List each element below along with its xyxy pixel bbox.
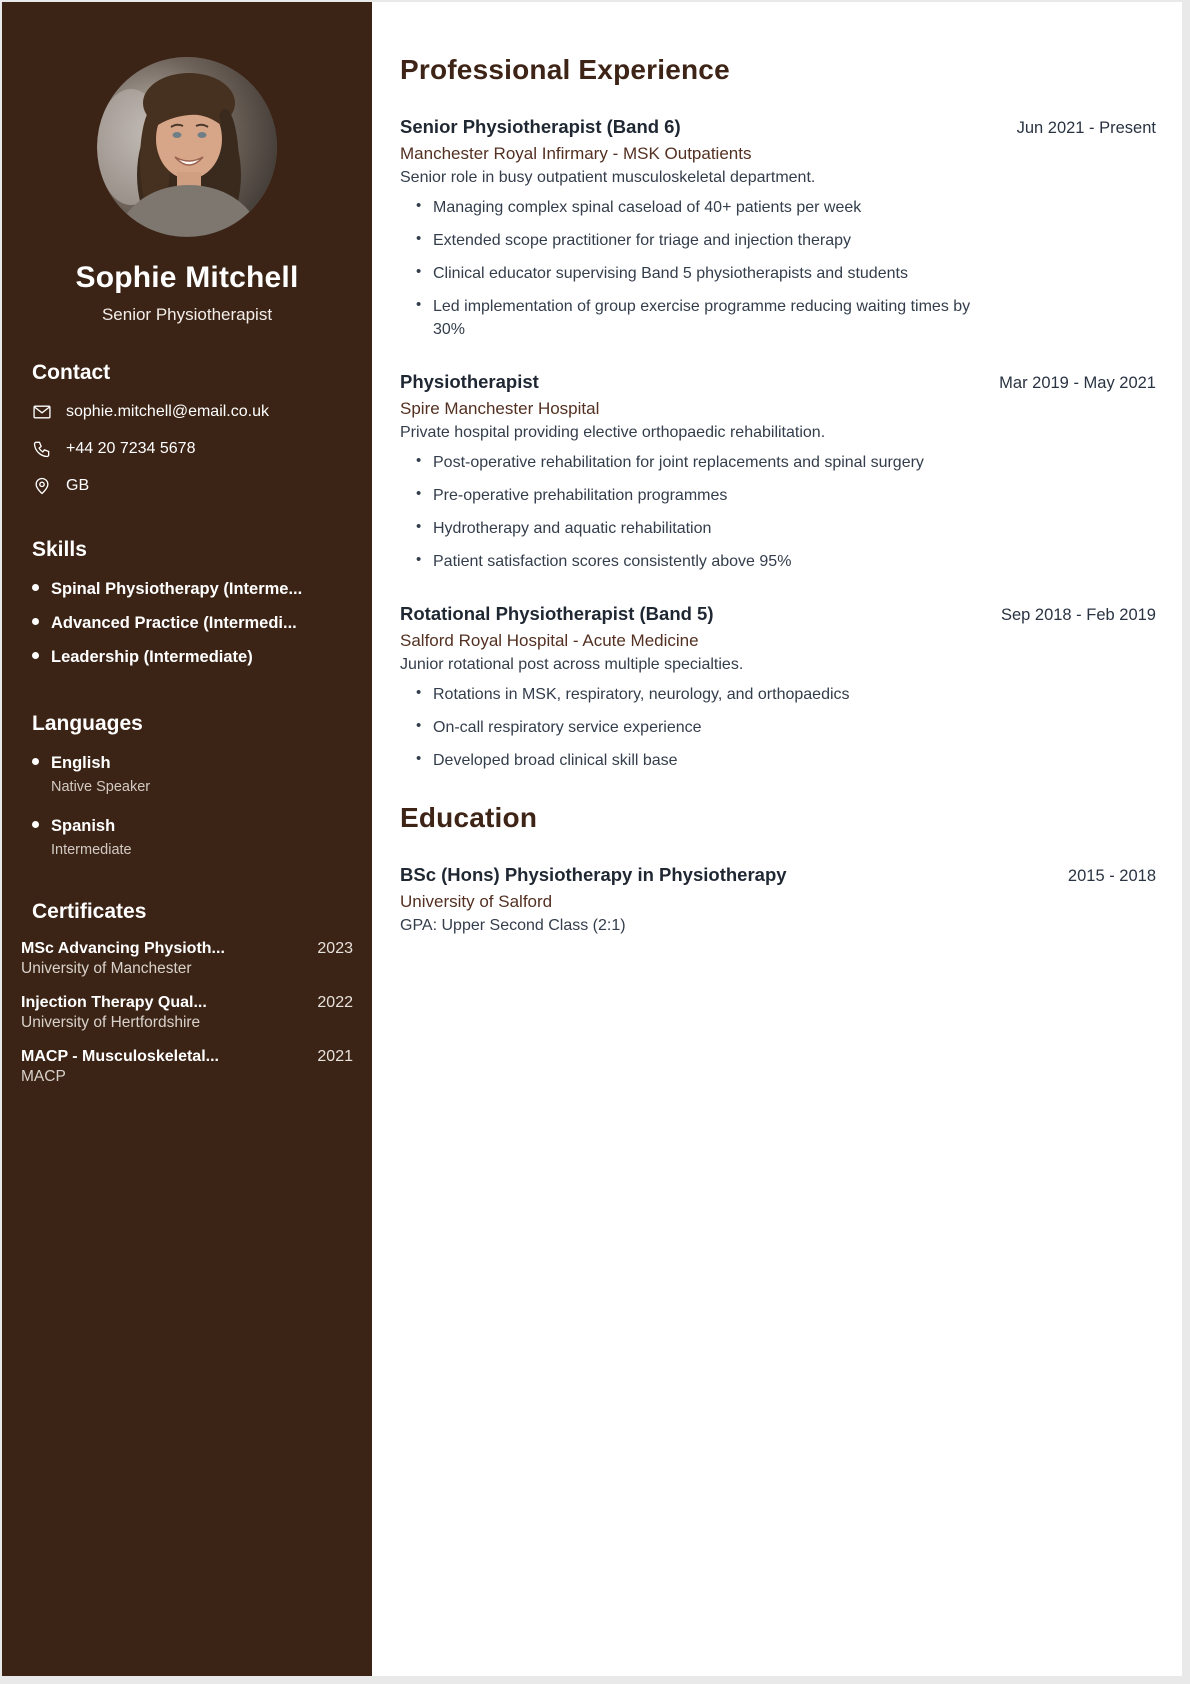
candidate-name: Sophie Mitchell <box>75 261 299 294</box>
skill-label: Spinal Physiotherapy (Interme... <box>51 580 303 598</box>
certificate-item <box>21 1048 353 1086</box>
certificate-issuer: MACP <box>21 1068 66 1085</box>
skill-label: Advanced Practice (Intermedi... <box>51 614 297 632</box>
contact-email-row <box>32 402 342 422</box>
job-bullet: • Developed broad clinical skill base <box>400 749 1156 772</box>
profile-photo <box>97 57 277 237</box>
bullet-dot <box>32 618 39 625</box>
skill-item <box>32 612 342 634</box>
certificate-year: 2022 <box>317 994 353 1011</box>
job-bullet-list <box>400 451 1156 573</box>
experience-heading: Professional Experience <box>400 54 730 85</box>
skills-section <box>32 538 342 668</box>
skill-label: Leadership (Intermediate) <box>51 648 253 666</box>
skills-heading: Skills <box>32 538 87 561</box>
contact-phone-row <box>32 439 342 459</box>
contact-email-value: sophie.mitchell@email.co.uk <box>66 403 269 420</box>
job-bullet-list <box>400 196 1156 341</box>
job-company: Spire Manchester Hospital <box>400 399 600 418</box>
certificate-issuer: University of Manchester <box>21 960 192 977</box>
job-bullet: • Pre-operative prehabilitation programmes <box>400 484 1156 507</box>
certificates-heading: Certificates <box>32 900 147 923</box>
job-company: Salford Royal Hospital - Acute Medicine <box>400 631 699 650</box>
job-description: Junior rotational post across multiple specialties. <box>400 656 744 673</box>
job-bullet: • Post-operative rehabilitation for joint replacements and spinal surgery <box>400 451 1156 474</box>
phone-icon <box>32 439 52 459</box>
job-bullet: • On-call respiratory service experience <box>400 716 1156 739</box>
certificate-name: MSc Advancing Physioth... <box>21 940 225 957</box>
languages-heading: Languages <box>32 712 143 735</box>
education-heading: Education <box>400 802 538 833</box>
job-entry <box>400 603 1156 772</box>
candidate-title: Senior Physiotherapist <box>101 305 273 324</box>
education-entry <box>400 864 1156 935</box>
certificate-name: Injection Therapy Qual... <box>21 994 207 1011</box>
certificate-item <box>21 994 353 1032</box>
job-title: Rotational Physiotherapist (Band 5) <box>400 603 714 624</box>
job-title: Senior Physiotherapist (Band 6) <box>400 116 681 137</box>
job-entry <box>400 116 1156 341</box>
education-dates: 2015 - 2018 <box>1067 867 1156 885</box>
resume-page <box>2 2 1182 1676</box>
contact-heading: Contact <box>32 361 111 384</box>
main-content <box>372 2 1182 1676</box>
sidebar <box>2 2 372 1676</box>
skill-item <box>32 646 342 668</box>
language-level: Native Speaker <box>51 779 151 795</box>
certificate-issuer: University of Hertfordshire <box>21 1014 201 1031</box>
languages-section <box>32 712 342 858</box>
skill-item <box>32 578 342 600</box>
bullet-dot <box>32 584 39 591</box>
languages-list <box>32 752 342 858</box>
job-dates: Sep 2018 - Feb 2019 <box>1000 606 1156 624</box>
job-dates: Mar 2019 - May 2021 <box>999 374 1156 392</box>
job-description: Private hospital providing elective orthopaedic rehabilitation. <box>400 424 826 441</box>
skills-list <box>32 578 342 668</box>
job-bullet: • Patient satisfaction scores consistently above 95% <box>400 550 1156 573</box>
job-bullet: • Hydrotherapy and aquatic rehabilitation <box>400 517 1156 540</box>
profile-photo-illustration <box>97 57 277 237</box>
certificate-year: 2021 <box>317 1048 353 1065</box>
contact-section <box>32 361 342 496</box>
certificates-list <box>21 940 353 1086</box>
certificate-year: 2023 <box>317 940 353 957</box>
job-bullet: • Extended scope practitioner for triage and injection therapy <box>400 229 1156 252</box>
email-icon <box>32 402 52 422</box>
job-bullet-list <box>400 683 1156 772</box>
certificate-name: MACP - Musculoskeletal... <box>21 1048 219 1065</box>
job-description: Senior role in busy outpatient musculoskeletal department. <box>400 169 816 186</box>
language-level: Intermediate <box>51 842 132 858</box>
bullet-dot <box>32 821 39 828</box>
job-bullet: • Rotations in MSK, respiratory, neurology, and orthopaedics <box>400 683 1156 706</box>
job-bullet: • Led implementation of group exercise programme reducing waiting times by 30% <box>400 295 998 341</box>
education-gpa: GPA: Upper Second Class (2:1) <box>400 917 626 934</box>
certificate-item <box>21 940 353 978</box>
job-title: Physiotherapist <box>400 371 539 392</box>
job-company: Manchester Royal Infirmary - MSK Outpatients <box>400 144 752 163</box>
degree-title: BSc (Hons) Physiotherapy in Physiotherapy <box>400 864 787 885</box>
contact-location-row <box>32 476 342 496</box>
job-bullet: • Clinical educator supervising Band 5 physiotherapists and students <box>400 262 1156 285</box>
bullet-dot <box>32 758 39 765</box>
education-school: University of Salford <box>400 892 553 911</box>
bullet-dot <box>32 652 39 659</box>
language-item <box>32 752 342 795</box>
contact-phone-value: +44 20 7234 5678 <box>66 440 196 457</box>
location-pin-icon <box>32 476 52 496</box>
language-item <box>32 815 342 858</box>
language-name: Spanish <box>51 817 116 835</box>
job-entry <box>400 371 1156 573</box>
language-name: English <box>51 754 111 772</box>
job-dates: Jun 2021 - Present <box>1016 119 1156 137</box>
certificates-section <box>21 900 353 1086</box>
job-bullet: • Managing complex spinal caseload of 40+ patients per week <box>400 196 1156 219</box>
contact-location-value: GB <box>66 477 90 494</box>
